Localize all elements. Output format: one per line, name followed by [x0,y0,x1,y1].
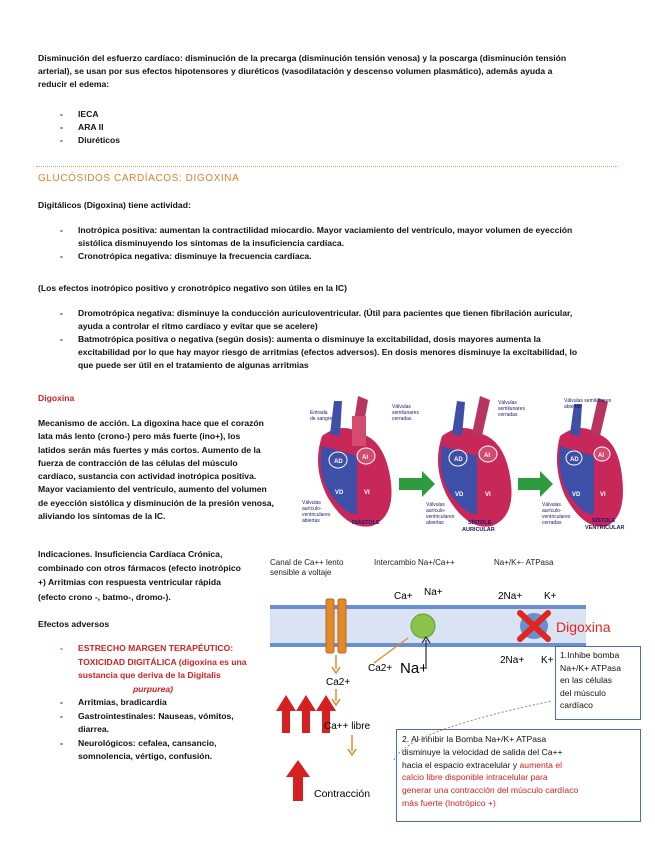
list-item: - Gastrointestinales: Nauseas, vómitos, diarrea. [60,710,234,734]
chamber-ad-label: AD [334,459,343,465]
valvulas-av-1-label: Válvulas aurículo-ventriculares abiertas [302,500,331,524]
mechanism-paragraph [38,417,296,523]
sistole-ventricular-label: SÍSTOLE VENTRICULAR [585,518,625,531]
intro-line: Disminución del esfuerzo cardíaco: disminución de la precarga (disminución tensión venosa) y la poscarga (disminución tensión [38,53,567,63]
valvulas-semilunares-2-label: Válvulas semilunares cerradas [498,400,525,418]
text-line: de eyección sistólica y disminución de la presión venosa, [38,497,274,508]
list-item: - Neurológicos: cefalea, cansancio, somnolencia, vértigo, confusión. [60,737,217,761]
atpasa-label: Na+/K+- ATPasa [494,558,554,567]
text-line: calcio libre disponible intracelular para [402,772,548,783]
calcium-channel [338,599,346,653]
chamber-vi-label: VI [364,490,370,496]
text-line: lata más lento (crono-) pero más fuerte (ino+), los [38,431,241,442]
chamber-ad-label: AD [454,457,463,463]
list-item: - Dromotrópica negativa: disminuye la conducción auriculoventricular. (Útil para pacientes que tienen fibrilación auricular, ayuda a controlar el ritmo cardíaco y evitar que se acelere) [60,308,573,331]
list-item: - ARA II [60,122,104,132]
text-line: cardíaco [560,700,593,710]
text-line: latidos serán más fuertes y más cortos. Aumento de la [38,444,261,455]
diastole-label: DIÁSTOLE [352,520,380,526]
text-line: disminuye la velocidad de salida del Ca++ [402,746,563,757]
text-line: fuerza de contracción de las células del músculo [38,457,238,468]
canal-label: Canal de Ca++ lento sensible a voltaje [270,558,344,577]
digoxina-label: Digoxina [556,619,611,635]
list-item: - Diuréticos [60,135,121,145]
digitalicos-list-1 [60,224,620,263]
valvulas-semilunares-1-label: Válvulas semilunares cerradas [392,404,419,422]
ca2-label: Ca2+ [326,677,351,688]
text-line: en las células [560,675,613,685]
arrow-right-icon [399,471,435,497]
text-line: Mayor vaciamiento del ventrículo, aumento del volumen [38,484,267,495]
adverse-title: Efectos adversos [38,619,110,629]
entrada-label: Entrada de sangre [310,410,333,422]
calcium-channel [326,599,334,653]
text-line: aliviando los síntomas de la IC. [38,511,166,522]
chamber-vi-label: VI [485,492,491,498]
exchanger-protein [411,614,435,638]
chamber-vd-label: VD [335,490,344,496]
na-big-label: Na+ [400,660,428,677]
digitalicos-note: (Los efectos inotrópico positivo y cronotrópico negativo son útiles en la IC) [38,283,347,293]
chamber-vi-label: VI [600,492,606,498]
chamber-ai-label: AI [362,455,368,461]
chamber-ai-label: AI [484,453,490,459]
text-line: generar una contracción del músculo cardíaco [402,785,579,796]
ca-top-label: Ca+ [394,591,413,602]
intro-line: reducir el edema: [38,79,110,89]
section-title: GLUCÓSIDOS CARDÍACOS: DIGOXINA [38,173,240,184]
twoNa-top-label: 2Na+ [498,591,523,602]
digoxina-title: Digoxina [38,393,75,403]
membrane-bottom [270,643,586,647]
intro-list [60,108,120,147]
list-item: - Batmotrópica positiva o negativa (según dosis): aumenta o disminuye la excitabilidad, dosis mayores aumenta la excitabilidad por lo que hay mayor riesgo de arritmias (efectos adversos). En dosis menores disminuye la excitabilidad, lo que puede ser útil en el tratamiento de algunas arritmias [60,334,578,370]
twoNa-bot-label: 2Na+ [500,655,525,666]
contraccion-label: Contracción [314,788,371,800]
na-top-label: Na+ [424,587,443,598]
sistole-auricular-label: SÍSTOLE AURICULAR [462,520,495,533]
text-line: 2. Al inhibir la Bomba Na+/K+ ATPasa [402,734,547,744]
intro-line: arterial), se usan por sus efectos hipotensores y diuréticos (vasodilatación y descenso volumen plasmático), además ayuda a [38,66,553,76]
list-item: - ESTRECHO MARGEN TERAPÉUTICO: TOXICIDAD DIGITÁLICA (digoxina es una sustancia que deriva de la Digitalis purpurea) [60,643,247,694]
text-line: hacia el espacio extracelular y aumenta el [402,759,563,770]
note-box-1 [555,646,641,720]
chamber-ai-label: AI [598,453,604,459]
k-top-label: K+ [544,591,557,602]
list-item: - IECA [60,109,99,119]
text-line: 1.Inhibe bomba [560,650,620,660]
note-box-2 [396,729,641,822]
k-bot-label: K+ [541,655,554,666]
heart-sistole-ventricular [557,398,623,527]
adverse-list [60,642,280,764]
text-line: Indicaciones. Insuficiencia Cardíaca Crónica, [38,549,223,559]
section-divider [36,166,618,167]
heart-cycle-diagram [302,396,627,542]
ca2-na-label: Ca2+ [368,663,393,674]
chamber-ad-label: AD [570,457,579,463]
valvulas-av-3-label: Válvulas aurículo-ventriculares cerradas [542,502,571,526]
list-item: - Inotrópica positiva: aumentan la contractilidad miocardio. Mayor vaciamiento del ventrículo, mayor volumen de eyección sistólica disminuyendo los síntomas de la insuficiencia cardíaca. [60,225,573,248]
text-line: combinado con otros fármacos (efecto inotrópico [38,563,241,574]
text-line: cardíaco, sustancia con actividad inotrópica positiva. [38,471,257,482]
valvulas-av-2-label: Válvulas aurículo-ventriculares abiertas [426,502,455,526]
valvulas-semilunares-3-label: Válvulas semilunares abiertas [564,398,612,410]
intercambio-label: Intercambio Na+/Ca++ [374,558,455,567]
list-item: - Arritmias, bradicardia [60,697,167,707]
arrow-up-icon [286,760,310,801]
text-line: Na+/K+ ATPasa [560,662,621,673]
ca-libre-label: Ca++ libre [324,721,371,732]
digitalicos-intro: Digitálicos (Digoxina) tiene actividad: [38,200,191,210]
indications-paragraph [38,547,288,604]
intro-paragraph [38,52,566,91]
arrow-right-icon [518,471,553,497]
text-line: Mecanismo de acción. La digoxina hace que el corazón [38,418,264,428]
text-line: +) Arritmias con respuesta ventricular rápida [38,577,221,588]
chamber-vd-label: VD [455,492,464,498]
digitalicos-list-2 [60,307,625,372]
chamber-vd-label: VD [572,492,581,498]
membrane-top [270,605,586,609]
text-line: (efecto crono -, batmo-, dromo-). [38,591,171,602]
text-line: del músculo [560,687,606,698]
list-item: - Cronotrópica negativa: disminuye la frecuencia cardíaca. [60,251,312,261]
text-line: más fuerte (Inotrópico +) [402,797,496,808]
